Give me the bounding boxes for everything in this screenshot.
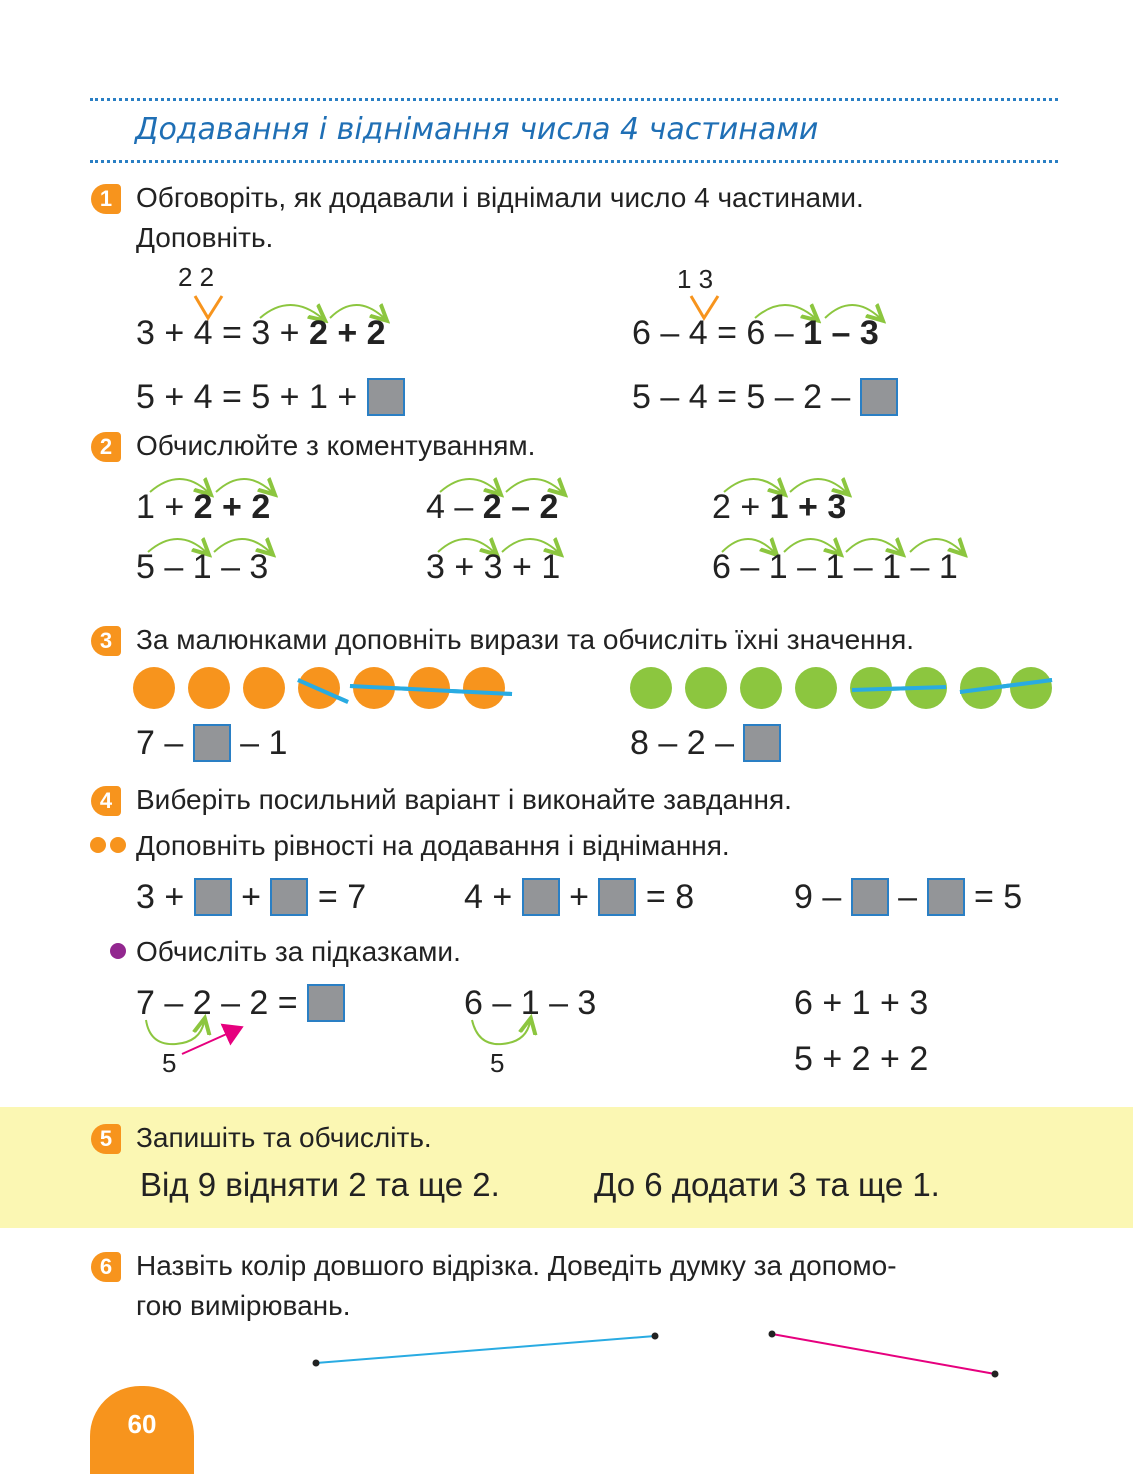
answer-box[interactable] (193, 724, 231, 762)
task-2-text: Обчислюйте з коментуванням. (136, 430, 536, 461)
task-1-split-right: 1 3 (677, 264, 714, 294)
task-6-number: 6 (91, 1252, 121, 1282)
task-5-number: 5 (91, 1124, 121, 1154)
task-2-expr-d: 5 – 1 – 3 (136, 548, 269, 586)
task-2-expr-a: 1 + 2 + 2 (136, 488, 271, 526)
task-1-split-left: 2 2 (178, 262, 215, 292)
answer-box[interactable] (851, 878, 889, 916)
task-3-expr-left: 7 – – 1 (136, 724, 288, 762)
task-1-text-cont: Доповніть. (136, 222, 274, 253)
answer-box[interactable] (927, 878, 965, 916)
task-1-expr-2: 6 – 4 = 6 – 1 – 3 (632, 314, 879, 352)
task-6-text-cont: гою вимірювань. (136, 1290, 351, 1321)
answer-box[interactable] (522, 878, 560, 916)
task-4-hint-1-value: 5 (162, 1048, 177, 1078)
task-1-expr-1: 3 + 4 = 3 + 2 + 2 (136, 314, 386, 352)
answer-box[interactable] (598, 878, 636, 916)
task-4-text: Виберіть посильний варіант і виконайте завдання. (136, 784, 792, 815)
one-dot-icon (110, 943, 126, 959)
task-6-text: Назвіть колір довшого відрізка. Доведіть думку за допомо- (136, 1250, 897, 1281)
task-5-text: Запишіть та обчисліть. (136, 1122, 432, 1153)
answer-box[interactable] (307, 984, 345, 1022)
page-title: Додавання і віднімання числа 4 частинами (135, 112, 819, 147)
two-dots-icon-second (110, 837, 126, 853)
task-5-item-b: До 6 додати 3 та ще 1. (594, 1166, 940, 1203)
task-4-sub-1: Доповніть рівності на додавання і віднімання. (136, 830, 730, 861)
task-2-expr-e: 3 + 3 + 1 (426, 548, 561, 586)
task-5-item-a: Від 9 відняти 2 та ще 2. (140, 1166, 500, 1203)
task-4-eq-1: 3 + + = 7 (136, 878, 367, 916)
task-3-expr-right: 8 – 2 – (630, 724, 781, 763)
task-3-text: За малюнками доповніть вирази та обчисліть їхні значення. (136, 624, 915, 655)
task-4-hint-4: 5 + 2 + 2 (794, 1040, 929, 1078)
task-4-eq-2: 4 + + = 8 (464, 878, 695, 916)
two-dots-icon (90, 837, 106, 853)
task-4-hint-2-value: 5 (490, 1048, 505, 1078)
task-2-number: 2 (91, 432, 121, 462)
answer-box[interactable] (743, 724, 781, 762)
task-2-expr-b: 4 – 2 – 2 (426, 488, 559, 526)
task-4-sub-2: Обчисліть за підказками. (136, 936, 461, 967)
task-3-number: 3 (91, 626, 121, 656)
page-number: 60 (90, 1386, 194, 1474)
answer-box[interactable] (194, 878, 232, 916)
task-1-number: 1 (91, 184, 121, 214)
answer-box[interactable] (270, 878, 308, 916)
task-4-hint-2: 6 – 1 – 3 (464, 984, 597, 1022)
task-1-text: Обговоріть, як додавали і віднімали число 4 частинами. (136, 182, 864, 213)
task-1-expr-4: 5 – 4 = 5 – 2 – (632, 378, 898, 417)
task-1-expr-3: 5 + 4 = 5 + 1 + (136, 378, 405, 417)
task-2-expr-c: 2 + 1 + 3 (712, 488, 847, 526)
task-4-hint-1: 7 – 2 – 2 = (136, 984, 345, 1023)
task-2-expr-f: 6 – 1 – 1 – 1 – 1 (712, 548, 958, 586)
task-4-number: 4 (91, 786, 121, 816)
task-4-hint-3: 6 + 1 + 3 (794, 984, 929, 1022)
task-4-eq-3: 9 – – = 5 (794, 878, 1023, 916)
